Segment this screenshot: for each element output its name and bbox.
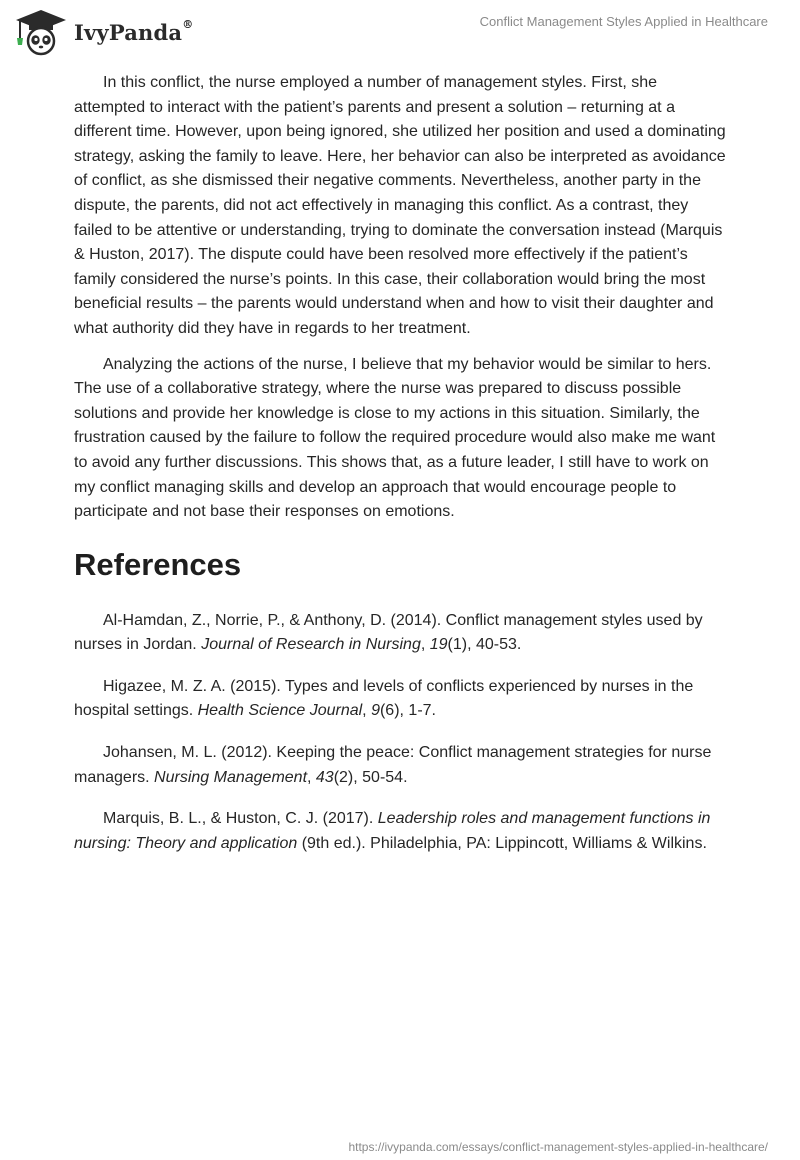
reference-entry: Johansen, M. L. (2012). Keeping the peace: Conflict management strategies for nurse managers. Nursing Management, 43(2), 50-54. xyxy=(74,744,712,786)
panda-graduate-icon xyxy=(14,8,68,56)
source-url-link[interactable]: https://ivypanda.com/essays/conflict-management-styles-applied-in-healthcare/ xyxy=(348,1140,768,1154)
references-heading: References xyxy=(74,546,242,582)
brand-name: IvyPanda® xyxy=(74,17,194,45)
document-body xyxy=(74,71,726,873)
reference-entry: Marquis, B. L., & Huston, C. J. (2017). Leadership roles and management functions in nursing: Theory and application (9th ed.). Philadelphia, PA: Lippincott, Williams & Wilkins. xyxy=(74,810,711,852)
reference-entry: Higazee, M. Z. A. (2015). Types and levels of conflicts experienced by nurses in the hospital settings. Health Science Journal, 9(6), 1-7. xyxy=(74,677,694,720)
reference-entry: Al-Hamdan, Z., Norrie, P., & Anthony, D. (2014). Conflict management styles used by nurses in Jordan. Journal of Research in Nursing, 19(1), 40-53. xyxy=(74,611,703,654)
body-paragraph: Analyzing the actions of the nurse, I believe that my behavior would be similar to hers. The use of a collaborative strategy, where the nurse was prepared to discuss possible solutions and provide her knowledge is close to my actions in this situation. Similarly, the frustration caused by the failure to follow the required procedure would also make me want to avoid any further discussions. This shows that, as a future leader, I still have to work on my conflict managing skills and develop an approach that would encourage people to participate and not base their responses on emotions. xyxy=(74,355,716,521)
ivypanda-logo[interactable] xyxy=(14,8,193,56)
document-title: Conflict Management Styles Applied in Healthcare xyxy=(479,14,768,29)
page-header xyxy=(0,0,800,70)
body-paragraph: In this conflict, the nurse employed a number of management styles. First, she attempted to interact with the patient’s parents and present a solution – returning at a different time. However, upon being ignored, she utilized her position and used a dominating strategy, asking the family to leave. Here, her behavior can also be interpreted as avoidance of conflict, as she dismissed their negative comments. Nevertheless, another party in the dispute, the parents, did not act effectively in managing this conflict. As a contrast, they failed to be attentive or understanding, trying to dominate the conversation instead (Marquis & Huston, 2017). The dispute could have been resolved more effectively if the patient’s family considered the nurse’s points. In this case, their collaboration would bring the most beneficial results – the parents would understand when and how to visit their daughter and what authority did they have in regards to her treatment. xyxy=(74,74,726,337)
